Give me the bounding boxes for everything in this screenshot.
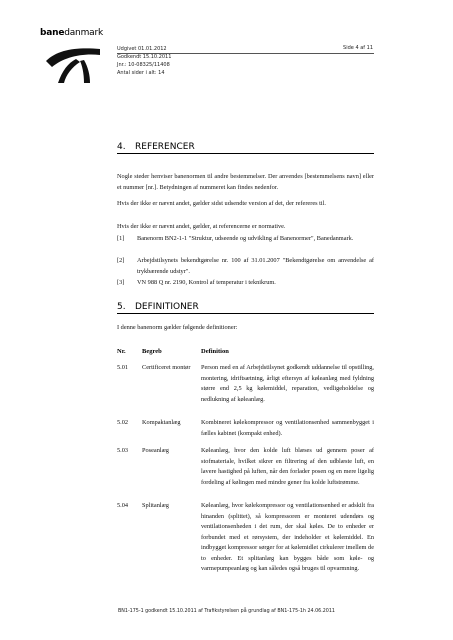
definition-number: 5.02: [117, 419, 129, 426]
section-4-paragraph-2: Hvis der ikke er nævnt andet, gælder sidst udsendte version af det, der refereres til.: [117, 200, 326, 207]
reference-key: [2]: [117, 257, 125, 264]
section-4-number: 4.: [117, 142, 126, 152]
section-5-number: 5.: [117, 302, 126, 312]
page-number: Side 4 af 11: [343, 45, 373, 51]
definition-text: Kombineret kølekompressor og ventilationsenhed sammenbygget i fælles kabinet (kompakt enhed).: [201, 419, 374, 437]
issued-date: Udgivet 01.01.2012: [117, 46, 167, 52]
definition-term: Splitanlæg: [142, 502, 169, 509]
approved-date: Godkendt 15.10.2011: [117, 54, 172, 60]
total-pages: Antal sider i alt: 14: [117, 70, 165, 76]
column-header-nr: Nr.: [117, 348, 126, 355]
definition-number: 5.04: [117, 502, 129, 509]
definition-row: [117, 418, 374, 439]
section-5-heading: [117, 302, 374, 314]
definition-text: Køleanlæg, hvor den kolde luft blæses ud gennem poser af stofmateriale, hvilket sikrer en filtrering af den udblæste luft, en lavere hastighed på luften, når den forlader posen og en mere ligelig fordeling af kølingen med mindre gener fra kolde luftstrømme.: [201, 447, 374, 486]
section-4-paragraph-3: Hvis der ikke er nævnt andet, gælder, at referencerne er normative.: [117, 223, 286, 230]
definition-term: Kompaktanlæg: [142, 419, 181, 426]
definition-row: [117, 363, 374, 405]
section-4-heading: [117, 142, 374, 154]
reference-key: [1]: [117, 235, 125, 242]
definition-term: Certificeret montør: [142, 364, 191, 371]
definition-term: Poseanlæg: [142, 447, 169, 454]
section-4-paragraph-1: Nogle steder henviser banenormen til andre bestemmelser. Der anvendes [bestemmelsens navn] eller et nummer [nr.]. Betydningen af nummeret kan findes nedenfor.: [117, 173, 374, 191]
column-header-definition: Definition: [201, 348, 229, 355]
section-4-title: REFERENCER: [135, 142, 195, 152]
definition-number: 5.01: [117, 364, 129, 371]
reference-key: [3]: [117, 279, 125, 286]
section-5-title: DEFINITIONER: [135, 302, 199, 312]
reference-item: [117, 256, 374, 277]
reference-text: Banenorm BN2-1-1 "Struktur, udseende og udvikling af Banenormer", Banedanmark.: [137, 235, 354, 242]
column-header-term: Begreb: [142, 348, 162, 355]
definition-text: Person med en af Arbejdstilsynet godkendt uddannelse til opstilling, montering, idriftsætning, årligt eftersyn af køleanlæg med fyldning større end 2,5 kg kølemiddel, reparation, vedligeholdelse og nedlukning af køleanlæg.: [201, 364, 374, 403]
definition-row: [117, 501, 374, 575]
journal-number: Jnr.: 10-08325/11408: [117, 62, 170, 68]
section-5-intro: I denne banenorm gælder følgende definitioner:: [117, 324, 238, 331]
document-metadata: [117, 45, 171, 77]
definition-number: 5.03: [117, 447, 129, 454]
definition-row: [117, 446, 374, 488]
reference-text: Arbejdstilsynets bekendtgørelse nr. 100 af 31.01.2007 "Bekendtgørelse om anvendelse af trykbærende udstyr".: [137, 257, 374, 275]
reference-item: [117, 234, 374, 245]
banedanmark-logo: [40, 28, 110, 83]
reference-text: VN 988 Q nr. 2190, Kontrol af temperatur i teknikrum.: [137, 279, 276, 286]
reference-item: [117, 278, 374, 289]
header-divider: [117, 53, 374, 54]
page-footer: BN1-175-1 godkendt 15.10.2011 af Trafikstyrelsen på grundlag af BN1-175-1h 24.06.2011: [118, 609, 335, 614]
definition-text: Køleanlæg, hvor kølekompressor og ventilationsenhed er adskilt fra hinanden (splittet), så kompressoren er monteret udendørs og ventilationsenheden i det rum, der skal køles. De to enheder er forbundet med et rørsystem, der indeholder et kølemiddel. En indbygget kompressor sørger for at kølemidlet cirkulerer imellem de to enheder. Et splitanlæg kan bygges både som køle- og varmepumpeanlæg og kan således også bruges til opvarmning.: [201, 502, 374, 572]
logo-wordmark: banedanmark: [40, 28, 103, 38]
railway-tracks-icon: [44, 41, 102, 83]
